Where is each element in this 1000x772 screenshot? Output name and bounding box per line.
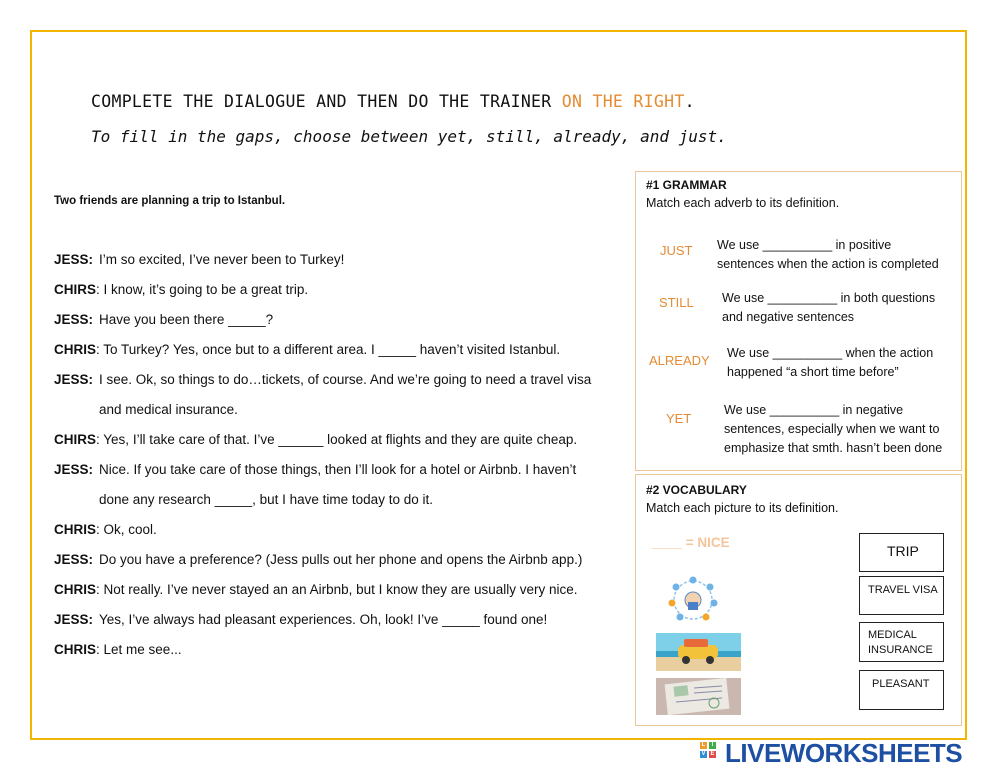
instruction-sub: To fill in the gaps, choose between yet, still, already, and just.	[91, 127, 727, 146]
dialogue-line: CHRIS: Let me see...	[54, 642, 182, 657]
grammar-subtitle: Match each adverb to its definition.	[646, 196, 840, 210]
beach-trip-picture[interactable]	[656, 633, 741, 671]
adverb-just[interactable]: JUST	[660, 243, 693, 258]
dialogue-line: JESS: I’m so excited, I’ve never been to Turkey!	[54, 252, 345, 267]
adverb-already[interactable]: ALREADY	[649, 353, 710, 368]
dialogue-line: CHIRS: I know, it’s going to be a great trip.	[54, 282, 309, 297]
dialogue-continuation: and medical insurance.	[99, 402, 238, 417]
vocabulary-subtitle: Match each picture to its definition.	[646, 501, 839, 515]
adverb-yet[interactable]: YET	[666, 411, 692, 426]
logo-cubes-icon: L I V E	[701, 742, 715, 757]
dialogue-line: CHRIS: Not really. I’ve never stayed an an Airbnb, but I know they are usually very nice.	[54, 582, 578, 597]
option-medical-insurance[interactable]: MEDICAL INSURANCE	[859, 622, 944, 662]
dialogue-line: CHIRS: Yes, I’ll take care of that. I’ve ______ looked at flights and they are quite cheap.	[54, 432, 578, 447]
dialogue-line: JESS: Nice. If you take care of those things, then I’ll look for a hotel or Airbnb. I haven’t	[54, 462, 577, 477]
dialogue-line: CHRIS: Ok, cool.	[54, 522, 157, 537]
travel-planning-picture[interactable]	[660, 575, 726, 625]
dialogue-line: JESS: Do you have a preference? (Jess pulls out her phone and opens the Airbnb app.)	[54, 552, 583, 567]
dialogue-continuation: done any research _____, but I have time today to do it.	[99, 492, 433, 507]
logo-text: LIVEWORKSHEETS	[725, 737, 963, 768]
definition-2[interactable]: We use __________ in both questions and negative sentences	[722, 291, 936, 324]
liveworksheets-logo[interactable]	[698, 738, 962, 768]
grammar-box	[635, 171, 962, 471]
vocabulary-title: #2 VOCABULARY	[646, 483, 747, 497]
dialogue-line: JESS: Yes, I’ve always had pleasant experiences. Oh, look! I’ve _____ found one!	[54, 612, 548, 627]
dialogue-intro: Two friends are planning a trip to Istanbul.	[54, 195, 286, 207]
option-pleasant[interactable]: PLEASANT	[859, 670, 944, 710]
grammar-title: #1 GRAMMAR	[646, 178, 727, 192]
option-trip[interactable]: TRIP	[859, 533, 944, 572]
dialogue-line: JESS: I see. Ok, so things to do…tickets, of course. And we’re going to need a travel visa	[54, 372, 592, 387]
vocab-item-nice[interactable]: ____ = NICE	[652, 535, 730, 550]
dialogue-line: CHRIS: To Turkey? Yes, once but to a different area. I _____ haven’t visited Istanbul.	[54, 342, 561, 357]
definition-4[interactable]: We use __________ in negative sentences, especially when we want to emphasize that smth. hasn’t been done	[724, 403, 943, 455]
adverb-still[interactable]: STILL	[659, 295, 694, 310]
definition-1[interactable]: We use __________ in positive sentences when the action is completed	[717, 238, 939, 271]
dialogue-line: JESS: Have you been there _____?	[54, 312, 274, 327]
definition-3[interactable]: We use __________ when the action happened “a short time before”	[727, 346, 934, 379]
instruction-highlight: ON THE RIGHT	[561, 92, 685, 111]
passport-visa-picture[interactable]	[656, 678, 741, 715]
vocabulary-box	[635, 474, 962, 726]
option-travel-visa[interactable]: TRAVEL VISA	[859, 576, 944, 615]
instruction-main: COMPLETE THE DIALOGUE AND THEN DO THE TRAINER ON THE RIGHT.	[91, 92, 695, 111]
